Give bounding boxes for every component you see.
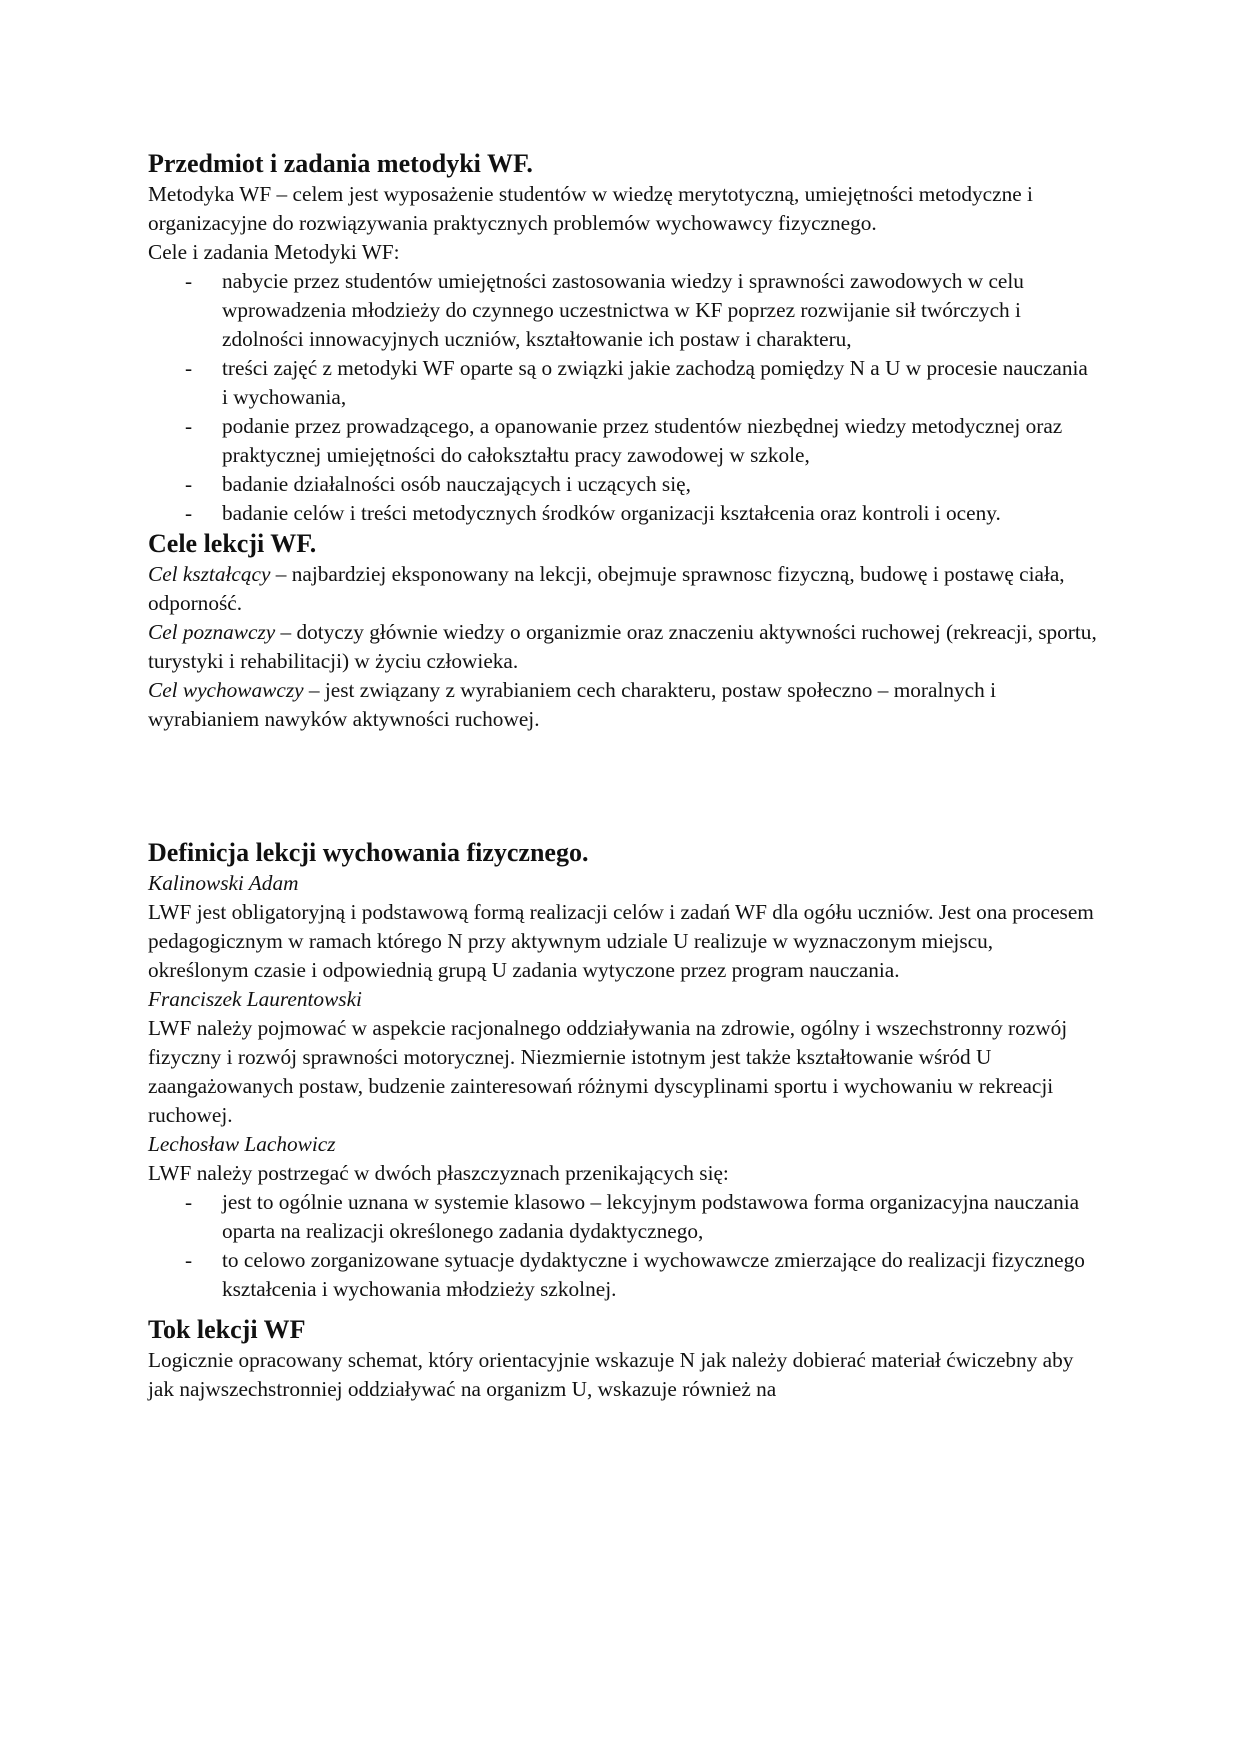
list-item-text: podanie przez prowadzącego, a opanowanie przez studentów niezbędnej wiedzy metodycznej oraz praktycznej umiejętności do całokształtu pracy zawodowej w szkole, <box>222 414 1063 467</box>
author-lachowicz: Lechosław Lachowicz <box>148 1132 336 1156</box>
list-item <box>148 267 1098 354</box>
list-item <box>148 354 1098 412</box>
goal-paragraph <box>148 676 1098 734</box>
section-title-definicja: Definicja lekcji wychowania fizycznego. <box>148 838 589 867</box>
list-item-text: badanie działalności osób nauczających i uczących się, <box>222 472 691 496</box>
dash-bullet: - <box>185 1190 193 1214</box>
goal-paragraph <box>148 618 1098 676</box>
list-item <box>148 1188 1098 1246</box>
list-item-text: jest to ogólnie uznana w systemie klasowo – lekcyjnym podstawowa forma organizacyjna nauczania oparta na realizacji określonego zadania dydaktycznego, <box>222 1190 1080 1243</box>
section-title-cele: Cele lekcji WF. <box>148 529 317 558</box>
section-title-przedmiot: Przedmiot i zadania metodyki WF. <box>148 149 533 178</box>
goals-list <box>148 267 1098 528</box>
list-item-text: to celowo zorganizowane sytuacje dydaktyczne i wychowawcze zmierzające do realizacji fizycznego kształcenia i wychowania młodzieży szkolnej. <box>222 1248 1085 1301</box>
list-item-text: badanie celów i treści metodycznych środków organizacji kształcenia oraz kontroli i oceny. <box>222 501 1001 525</box>
author-laurentowski: Franciszek Laurentowski <box>148 987 362 1011</box>
goals-heading: Cele i zadania Metodyki WF: <box>148 240 400 264</box>
goal-paragraph <box>148 560 1098 618</box>
dash-bullet: - <box>185 414 193 438</box>
dash-bullet: - <box>185 356 193 380</box>
list-item-text: nabycie przez studentów umiejętności zastosowania wiedzy i sprawności zawodowych w celu wprowadzenia młodzieży do czynnego uczestnictwa w KF poprzez rozwijanie sił twórczych i zdolności innowacyjnych uczniów, kształtowanie ich postaw i charakteru, <box>222 269 1024 351</box>
definition-list <box>148 1188 1098 1304</box>
goal-term: Cel kształcący <box>148 562 271 586</box>
definition-paragraph: LWF jest obligatoryjną i podstawową formą realizacji celów i zadań WF dla ogółu uczniów. Jest ona procesem pedagogicznym w ramach którego N przy aktywnym udziale U realizuje w wyznaczonym miejscu, określonym czasie i odpowiednią grupą U zadania wytyczone przez program nauczania. <box>148 900 1094 982</box>
dash-bullet: - <box>185 269 193 293</box>
list-item <box>148 412 1098 470</box>
goal-text: – dotyczy głównie wiedzy o organizmie oraz znaczeniu aktywności ruchowej (rekreacji, sportu, turystyki i rehabilitacji) w życiu człowieka. <box>148 620 1097 673</box>
list-item-text: treści zajęć z metodyki WF oparte są o związki jakie zachodzą pomiędzy N a U w procesie nauczania i wychowania, <box>222 356 1088 409</box>
spacer <box>148 734 1098 837</box>
list-item <box>148 1246 1098 1304</box>
dash-bullet: - <box>185 501 193 525</box>
dash-bullet: - <box>185 472 193 496</box>
goal-term: Cel wychowawczy <box>148 678 304 702</box>
goal-term: Cel poznawczy <box>148 620 276 644</box>
list-item <box>148 470 1098 499</box>
author-kalinowski: Kalinowski Adam <box>148 871 299 895</box>
list-item <box>148 499 1098 528</box>
tok-paragraph: Logicznie opracowany schemat, który orientacyjnie wskazuje N jak należy dobierać materiał ćwiczebny aby jak najwszechstronniej oddziaływać na organizm U, wskazuje również na <box>148 1348 1074 1401</box>
goal-text: – najbardziej eksponowany na lekcji, obejmuje sprawnosc fizyczną, budowę i postawę ciała, odporność. <box>148 562 1065 615</box>
goal-text: – jest związany z wyrabianiem cech charakteru, postaw społeczno – moralnych i wyrabianiem nawyków aktywności ruchowej. <box>148 678 997 731</box>
section-title-tok: Tok lekcji WF <box>148 1315 306 1344</box>
dash-bullet: - <box>185 1248 193 1272</box>
definition-paragraph: LWF należy postrzegać w dwóch płaszczyznach przenikających się: <box>148 1161 729 1185</box>
intro-paragraph: Metodyka WF – celem jest wyposażenie studentów w wiedzę merytotyczną, umiejętności metodyczne i organizacyjne do rozwiązywania praktycznych problemów wychowawcy fizycznego. <box>148 182 1033 235</box>
document-content <box>148 148 1098 1404</box>
spacer <box>148 1304 1098 1314</box>
definition-paragraph: LWF należy pojmować w aspekcie racjonalnego oddziaływania na zdrowie, ogólny i wszechstronny rozwój fizyczny i rozwój sprawności motorycznej. Niezmiernie istotnym jest także kształtowanie wśród U zaangażowanych postaw, budzenie zainteresowań różnymi dyscyplinami sportu i wychowaniu w rekreacji ruchowej. <box>148 1016 1068 1127</box>
